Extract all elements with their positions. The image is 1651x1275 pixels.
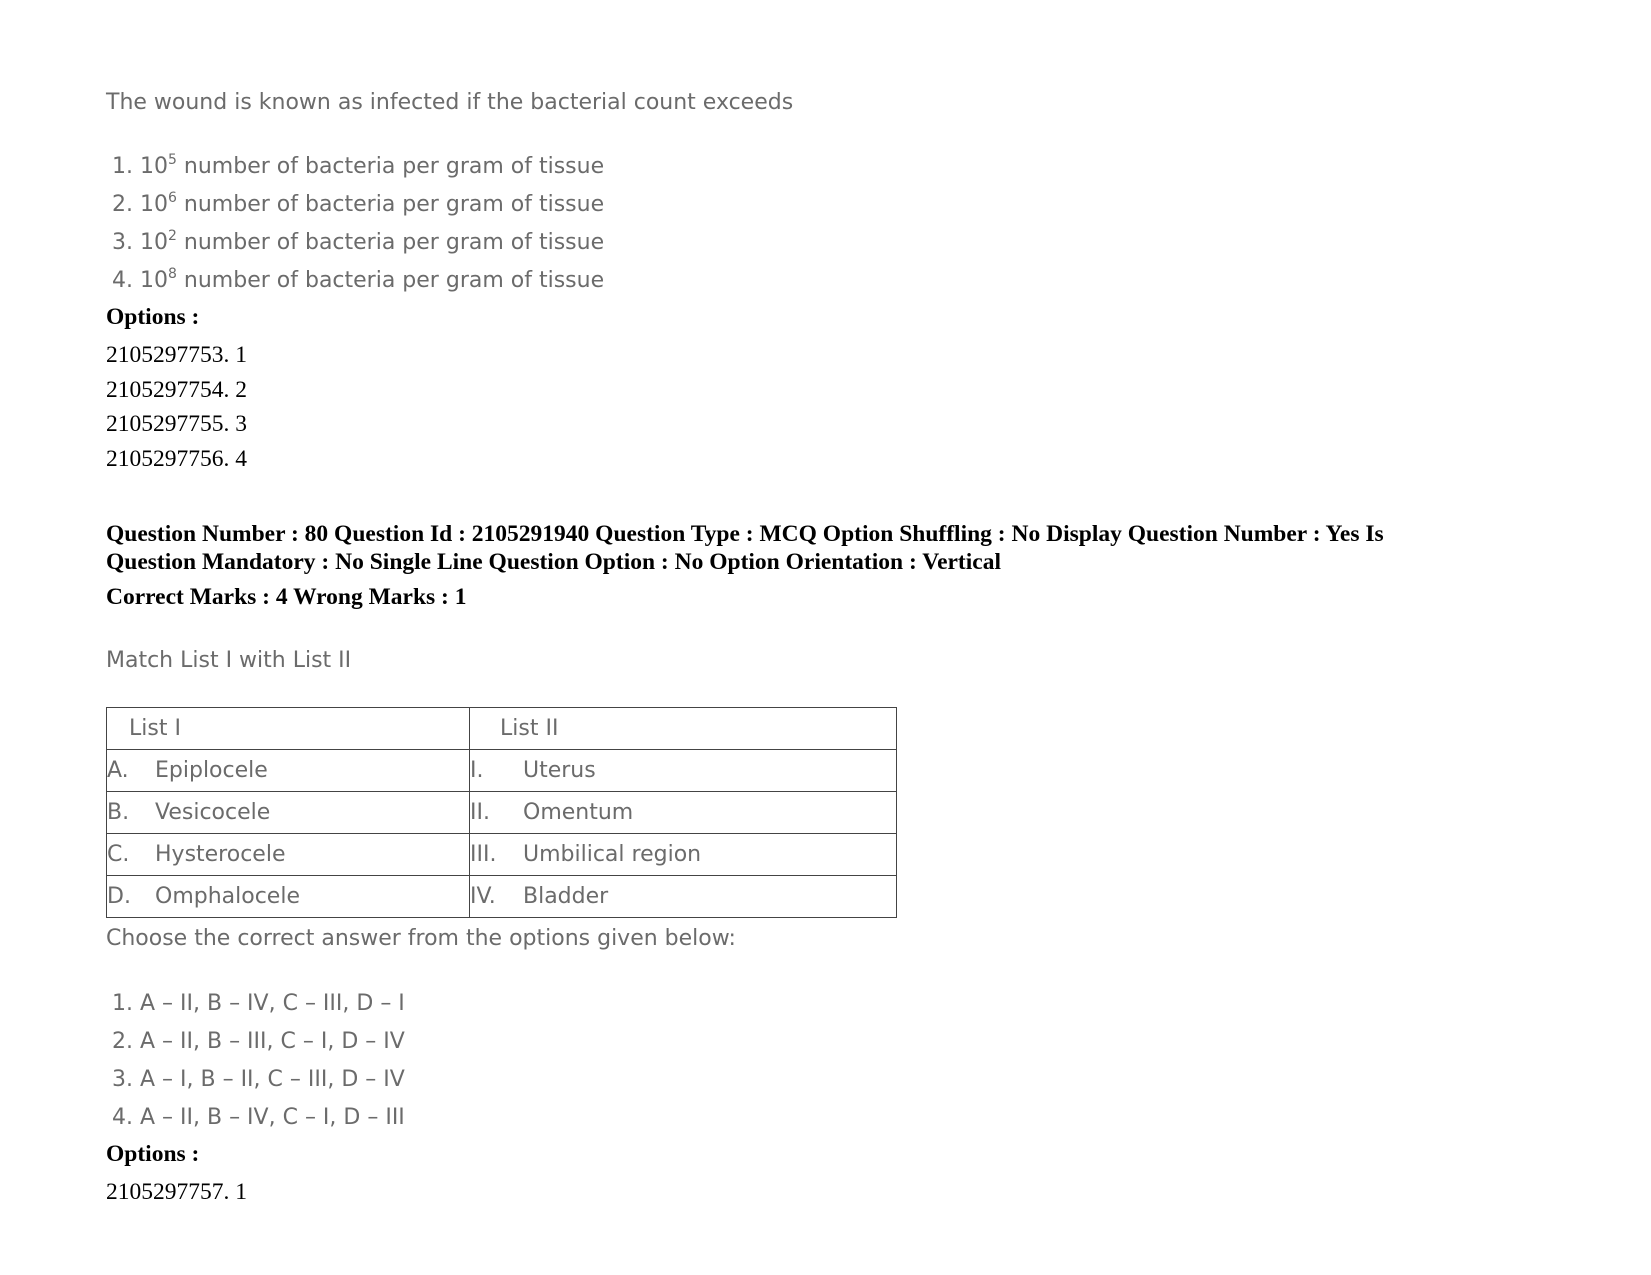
table-cell-list-2: IV. Bladder	[470, 876, 897, 918]
q80-choose-instruction: Choose the correct answer from the options given below:	[106, 926, 736, 951]
q79-option-id-list	[106, 338, 247, 476]
q79-choice-list	[112, 148, 604, 300]
q80-choice-1: 1. A – II, B – IV, C – III, D – I	[112, 991, 405, 1016]
q79-option-id-1: 2105297753. 1	[106, 342, 247, 368]
q80-choice-3: 3. A – I, B – II, C – III, D – IV	[112, 1067, 405, 1092]
q80-choice-4: 4. A – II, B – IV, C – I, D – III	[112, 1105, 405, 1130]
table-header-list-1: List I	[107, 708, 470, 750]
table-cell-list-1: A. Epiplocele	[107, 750, 470, 792]
q80-choice-2: 2. A – II, B – III, C – I, D – IV	[112, 1029, 405, 1054]
q79-choice-4: 4. $10^8$ number of bacteria per gram of tissue	[112, 266, 605, 293]
q80-meta	[106, 521, 1586, 576]
table-row	[107, 834, 897, 876]
q79-choice-1: 1. $10^5$ number of bacteria per gram of tissue	[112, 152, 605, 179]
q80-marks: Correct Marks : 4 Wrong Marks : 1	[106, 584, 467, 610]
table-cell-list-2: II. Omentum	[470, 792, 897, 834]
q79-options-label: Options :	[106, 304, 200, 330]
q80-options-label: Options :	[106, 1141, 200, 1167]
table-row	[107, 876, 897, 918]
q80-option-id-list	[106, 1175, 247, 1210]
q80-option-id-1: 2105297757. 1	[106, 1179, 247, 1205]
table-row	[107, 750, 897, 792]
table-cell-list-2: I. Uterus	[470, 750, 897, 792]
q79-option-id-4: 2105297756. 4	[106, 445, 247, 472]
q80-match-table-wrap	[106, 707, 897, 918]
q79-stem: The wound is known as infected if the bacterial count exceeds	[106, 90, 794, 115]
q80-meta-line-1: Question Number : 80 Question Id : 2105291940 Question Type : MCQ Option Shuffling : No Display Question Number : Yes Is	[106, 521, 1384, 547]
q80-choice-list	[112, 985, 405, 1137]
q79-choice-2: 2. $10^6$ number of bacteria per gram of tissue	[112, 190, 605, 217]
q79-option-id-2: 2105297754. 2	[106, 376, 247, 403]
q80-match-table	[106, 707, 897, 918]
table-cell-list-1: D. Omphalocele	[107, 876, 470, 918]
q79-choice-3: 3. $10^2$ number of bacteria per gram of tissue	[112, 228, 605, 255]
table-row	[107, 792, 897, 834]
q79-option-id-3: 2105297755. 3	[106, 411, 247, 437]
table-cell-list-1: C. Hysterocele	[107, 834, 470, 876]
table-header-list-2: List II	[470, 708, 897, 750]
q80-meta-line-2: Question Mandatory : No Single Line Question Option : No Option Orientation : Vertical	[106, 548, 1001, 575]
table-header-row	[107, 708, 897, 750]
table-cell-list-2: III. Umbilical region	[470, 834, 897, 876]
q80-stem: Match List I with List II	[106, 648, 352, 673]
table-cell-list-1: B. Vesicocele	[107, 792, 470, 834]
